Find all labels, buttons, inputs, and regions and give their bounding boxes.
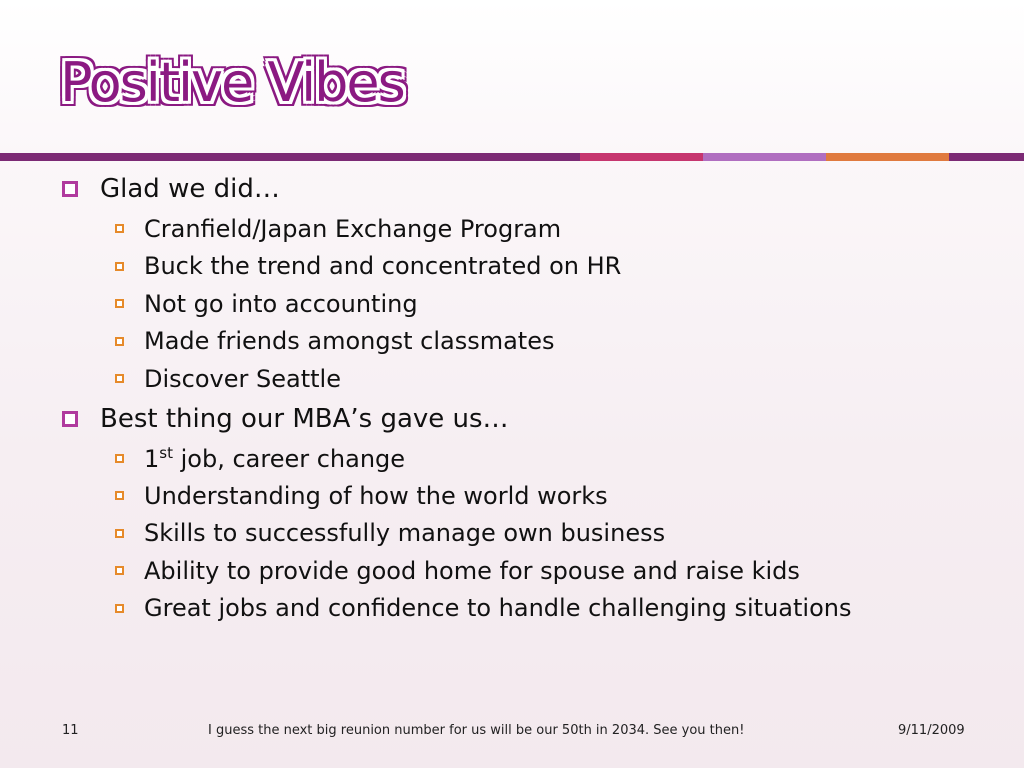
bullet-text [144,444,405,473]
divider-accent-orange [826,153,949,161]
bullet-level2 [62,323,1002,361]
bullet-text: Skills to successfully manage own business [144,519,666,548]
bullet-level2 [62,590,1002,628]
bullet-text: Buck the trend and concentrated on HR [144,252,622,281]
bullet-level1 [62,168,1002,210]
bullet-text: Glad we did… [100,174,280,204]
bullet-level2 [62,210,1002,248]
square-bullet-icon [115,604,124,613]
square-bullet-icon [115,224,124,233]
bullet-level2 [62,515,1002,553]
bullet-level1 [62,398,1002,440]
bullet-text: Made friends amongst classmates [144,327,555,356]
bullet-text: Discover Seattle [144,364,341,393]
bullet-text: Ability to provide good home for spouse and raise kids [144,556,800,585]
bullet-text: Best thing our MBA’s gave us… [100,403,509,434]
footer-date: 9/11/2009 [898,723,965,738]
bullet-level2 [62,552,1002,590]
bullet-level2 [62,440,1002,478]
square-bullet-icon [115,374,124,383]
bullet-text: Cranfield/Japan Exchange Program [144,214,562,243]
slide-number: 11 [62,723,79,738]
bullet-text-rest: job, career change [172,444,406,473]
bullet-text: Great jobs and confidence to handle challenging situations [144,594,852,623]
square-bullet-icon [62,181,78,197]
square-bullet-icon [115,566,124,575]
square-bullet-icon [115,262,124,271]
bullet-level2 [62,285,1002,323]
square-bullet-icon [115,454,124,463]
slide-body [62,168,1002,627]
square-bullet-icon [115,491,124,500]
bullet-level2 [62,477,1002,515]
square-bullet-icon [115,337,124,346]
square-bullet-icon [62,411,78,427]
footer-note: I guess the next big reunion number for us will be our 50th in 2034. See you then! [208,723,745,738]
bullet-level2 [62,248,1002,286]
bullet-level2 [62,360,1002,398]
divider-accent-pink [580,153,703,161]
ordinal-suffix: st [159,443,173,462]
slide-title: Positive Vibes [60,51,404,114]
bullet-text: Not go into accounting [144,289,418,318]
square-bullet-icon [115,529,124,538]
bullet-text: Understanding of how the world works [144,481,608,510]
divider-accent-lavender [703,153,826,161]
square-bullet-icon [115,299,124,308]
ordinal-number: 1 [144,444,160,473]
